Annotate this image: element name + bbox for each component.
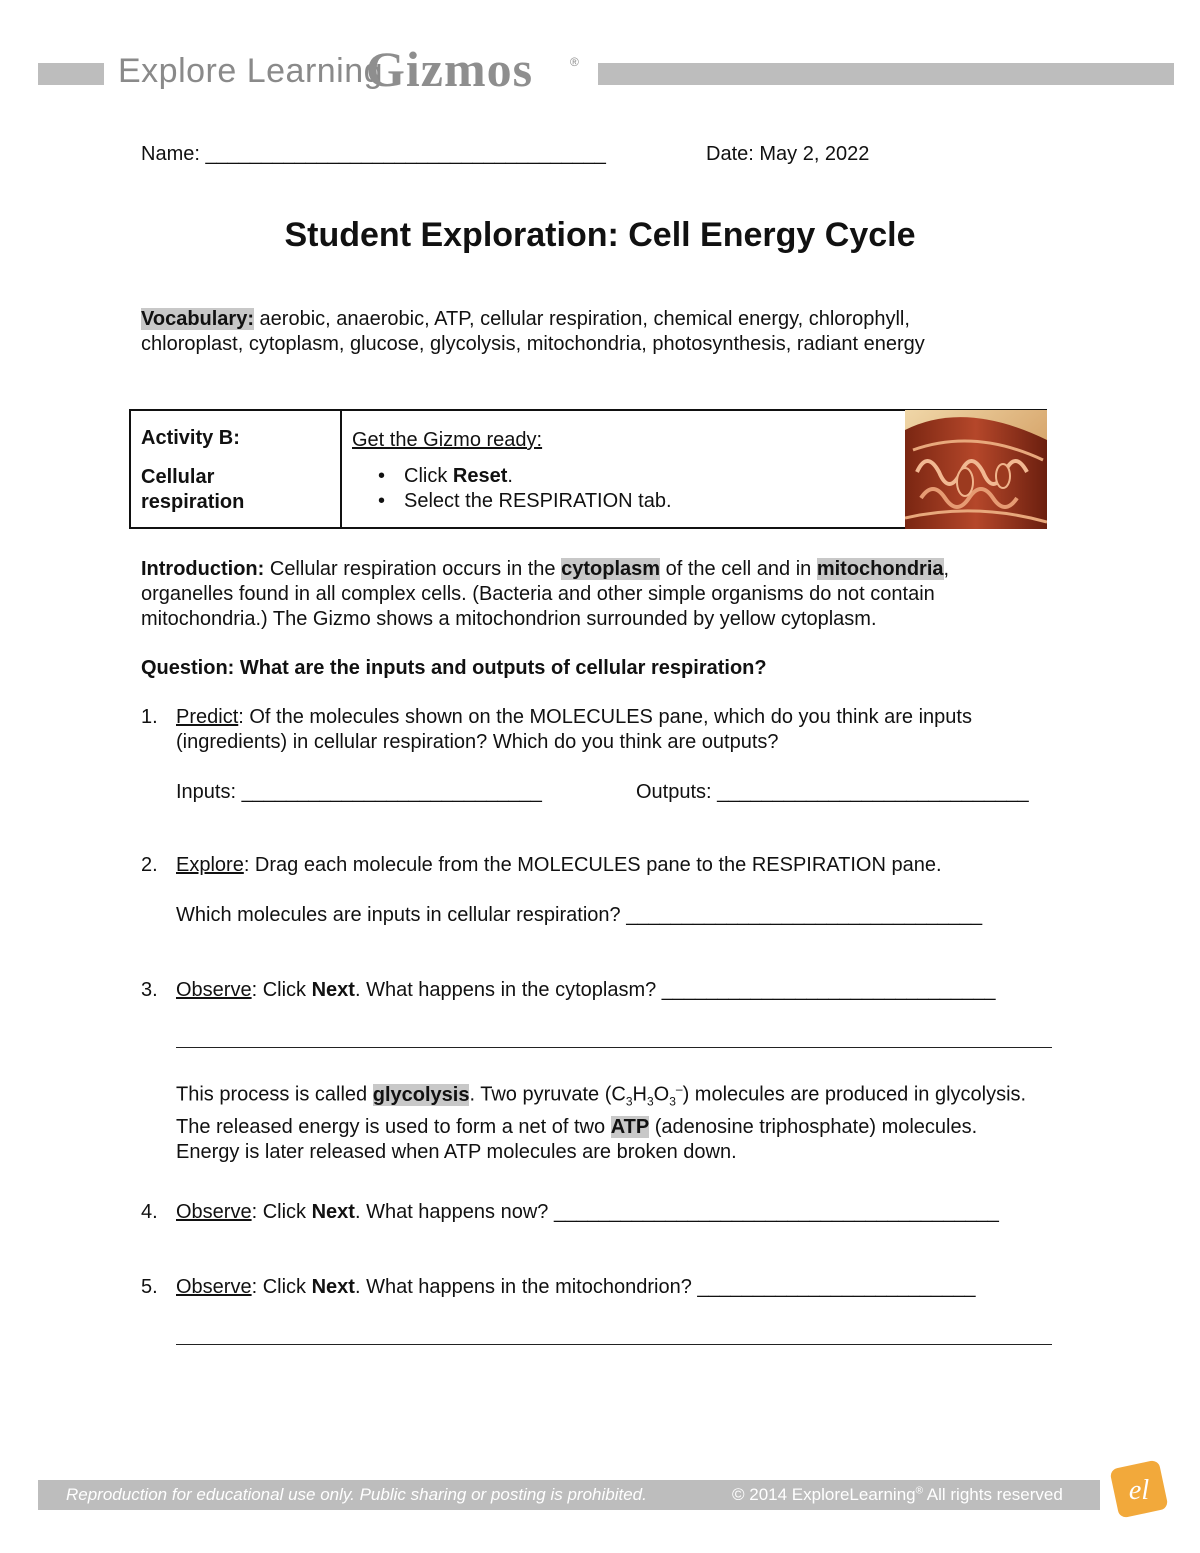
activity-table-divider bbox=[340, 409, 342, 529]
intro-text2: of the cell and in bbox=[660, 558, 817, 580]
term-atp: ATP bbox=[610, 1115, 650, 1138]
page-title: Student Exploration: Cell Energy Cycle bbox=[284, 216, 916, 254]
intro-label: Introduction: bbox=[141, 558, 265, 580]
q1-inputs-field[interactable]: Inputs: ___________________________ bbox=[176, 781, 542, 803]
sub-2: 3 bbox=[646, 1094, 654, 1109]
q2-label: Explore bbox=[176, 854, 244, 876]
q3-number: 3. bbox=[141, 979, 158, 1001]
q5-text2: . What happens in the mitochondrion? _________________________ bbox=[354, 1276, 976, 1298]
glyc-text1: This process is called bbox=[176, 1083, 373, 1106]
q4-prompt[interactable] bbox=[176, 1200, 1056, 1225]
q3-text2: . What happens in the cytoplasm? ______________________________ bbox=[354, 979, 996, 1001]
sub-3: 3 bbox=[669, 1094, 676, 1109]
brand-explore-learning: Explore Learning bbox=[118, 52, 384, 90]
q2-text: : Drag each molecule from the MOLECULES pane to the RESPIRATION pane. bbox=[243, 854, 942, 876]
brand-gizmos: Gizmos bbox=[366, 41, 534, 97]
vocabulary-line2: chloroplast, cytoplasm, glucose, glycolysis, mitochondria, photosynthesis, radiant energy bbox=[141, 333, 925, 355]
mitochondrion-image bbox=[905, 410, 1047, 529]
copyright-reg: ® bbox=[915, 1485, 923, 1497]
gizmo-ready-colon: : bbox=[536, 429, 543, 451]
glyc-text2: . Two pyruvate (C bbox=[469, 1083, 626, 1106]
q5-text1: : Click bbox=[251, 1276, 312, 1298]
q4-text2: . What happens now? ________________________________________ bbox=[354, 1201, 999, 1223]
glycolysis-paragraph bbox=[176, 1077, 1046, 1165]
copyright-text: © 2014 ExploreLearning bbox=[732, 1485, 916, 1504]
q1-outputs-field[interactable]: Outputs: ____________________________ bbox=[636, 781, 1029, 803]
q4-number: 4. bbox=[141, 1201, 158, 1223]
glyc-text4: O bbox=[653, 1083, 670, 1106]
q5-number: 5. bbox=[141, 1276, 158, 1298]
vocabulary-label: Vocabulary: bbox=[141, 308, 254, 330]
q2-answer-field[interactable]: Which molecules are inputs in cellular respiration? ________________________________ bbox=[176, 904, 983, 926]
date-field: Date: May 2, 2022 bbox=[706, 143, 870, 165]
step1-post: . bbox=[507, 465, 513, 487]
sub-1: 3 bbox=[625, 1094, 633, 1109]
term-cytoplasm: cytoplasm bbox=[561, 558, 661, 580]
q5-label: Observe bbox=[176, 1276, 252, 1298]
q4-text1: : Click bbox=[251, 1201, 312, 1223]
vocabulary bbox=[141, 307, 1041, 357]
copyright-rights: All rights reserved bbox=[922, 1485, 1063, 1504]
brand-reg-mark: ® bbox=[570, 55, 579, 69]
footer-copyright bbox=[732, 1485, 1063, 1505]
header-bar-right bbox=[598, 63, 1174, 85]
step1-reset: Reset bbox=[452, 465, 508, 487]
activity-name bbox=[141, 465, 321, 515]
q2-number: 2. bbox=[141, 854, 158, 876]
step-select-tab: • Select the RESPIRATION tab. bbox=[378, 489, 672, 514]
sup-minus: – bbox=[675, 1082, 683, 1096]
gizmo-ready-text: Get the Gizmo ready bbox=[352, 429, 537, 451]
q5-next: Next bbox=[311, 1276, 355, 1298]
q1-label: Predict bbox=[176, 706, 239, 728]
intro-text1: Cellular respiration occurs in the bbox=[264, 558, 562, 580]
term-glycolysis: glycolysis bbox=[372, 1083, 470, 1106]
main-question: Question: What are the inputs and outputs of cellular respiration? bbox=[141, 657, 767, 679]
name-field[interactable]: Name: ____________________________________ bbox=[141, 143, 606, 165]
q3-prompt[interactable] bbox=[176, 978, 1056, 1003]
gizmo-ready-steps bbox=[378, 464, 672, 514]
q3-next: Next bbox=[311, 979, 355, 1001]
header-bar-left bbox=[38, 63, 104, 85]
vocabulary-line1: aerobic, anaerobic, ATP, cellular respiration, chemical energy, chlorophyll, bbox=[254, 308, 910, 330]
explorelearning-logo-icon bbox=[1108, 1458, 1170, 1520]
introduction bbox=[141, 557, 1046, 632]
activity-name-line2: respiration bbox=[141, 491, 245, 513]
activity-name-line1: Cellular bbox=[141, 466, 215, 488]
activity-label: Activity B: bbox=[141, 427, 240, 449]
q1-text: : Of the molecules shown on the MOLECULES pane, which do you think are inputs (ingredients) in cellular respiration? Which do you think are outputs? bbox=[176, 706, 972, 753]
q5-prompt[interactable] bbox=[176, 1275, 1056, 1300]
step-click-reset bbox=[378, 464, 672, 489]
q2-prompt bbox=[176, 853, 1056, 878]
q3-label: Observe bbox=[176, 979, 252, 1001]
q4-label: Observe bbox=[176, 1201, 252, 1223]
glyc-text3: H bbox=[632, 1083, 647, 1106]
svg-text:el: el bbox=[1128, 1475, 1150, 1506]
glyc-text5: ) molecules are produced in glycolysis. The released energy is used to form a net of two bbox=[176, 1083, 1027, 1138]
q1-number: 1. bbox=[141, 706, 158, 728]
intro-text3: , organelles found in all complex cells. (Bacteria and other simple organisms do not contain mitochondria.) The Gizmo shows a mitochondrion surrounded by yellow cytoplasm. bbox=[141, 558, 950, 630]
term-mitochondria: mitochondria bbox=[816, 558, 944, 580]
glyc-text6: (adenosine triphosphate) molecules. Energy is later released when ATP molecules are broken down. bbox=[176, 1115, 978, 1163]
footer-notice: Reproduction for educational use only. Public sharing or posting is prohibited. bbox=[66, 1485, 647, 1504]
q4-next: Next bbox=[311, 1201, 355, 1223]
q1-prompt bbox=[176, 705, 1056, 755]
step1-pre: Click bbox=[404, 465, 453, 487]
q3-text1: : Click bbox=[251, 979, 312, 1001]
q3-answer-line[interactable] bbox=[176, 1047, 1052, 1048]
gizmo-ready-heading bbox=[352, 428, 542, 453]
q5-answer-line[interactable] bbox=[176, 1344, 1052, 1345]
